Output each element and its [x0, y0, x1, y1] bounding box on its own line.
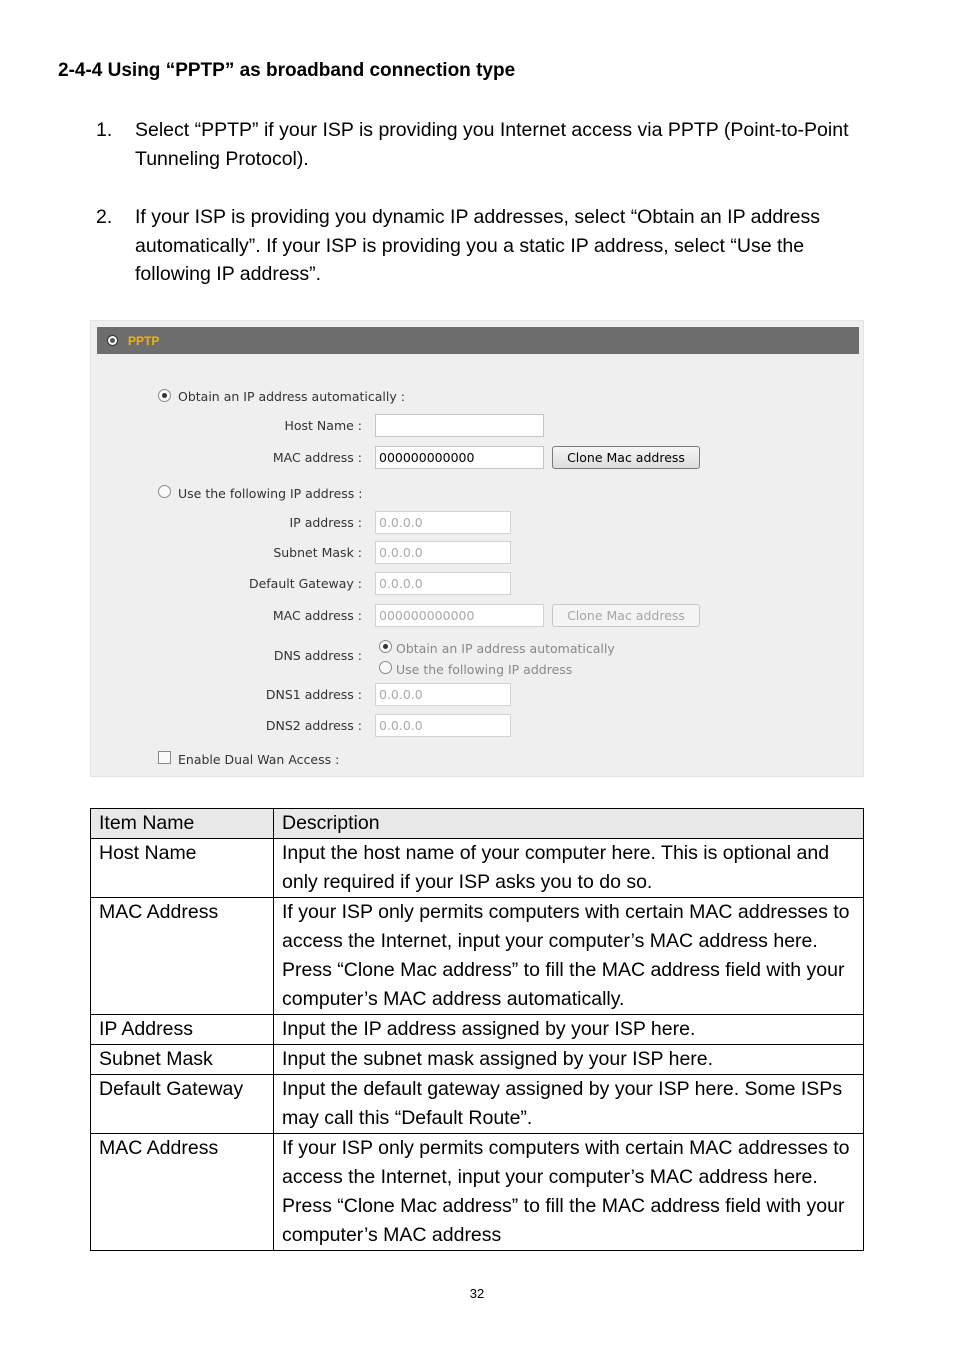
item-name-cell: Subnet Mask	[91, 1045, 274, 1075]
table-header-row	[91, 809, 864, 839]
use-following-radio[interactable]	[158, 485, 171, 498]
item-name-cell: Host Name	[91, 839, 274, 898]
dual-wan-label: Enable Dual Wan Access :	[178, 752, 340, 767]
description-cell: If your ISP only permits computers with certain MAC addresses to access the Internet, input your computer’s MAC address here. Press “Clone Mac address” to fill the MAC address field with your computer’s MAC address	[274, 1134, 864, 1251]
step-text: Select “PPTP” if your ISP is providing you Internet access via PPTP (Point-to-Point Tunneling Protocol).	[135, 119, 849, 170]
step-number: 1.	[96, 119, 113, 141]
mac-address-2-label: MAC address :	[272, 608, 362, 623]
table-row	[91, 1045, 864, 1075]
mac-address-input[interactable]: 000000000000	[375, 446, 544, 469]
dns-address-label: DNS address :	[273, 648, 362, 663]
description-cell: If your ISP only permits computers with certain MAC addresses to access the Internet, input your computer’s MAC address here. Press “Clone Mac address” to fill the MAC address field with your computer’s MAC address automatically.	[274, 898, 864, 1015]
table-row	[91, 898, 864, 1015]
subnet-mask-label: Subnet Mask :	[273, 545, 362, 560]
pptp-radio-icon[interactable]	[107, 335, 118, 346]
dns-manual-radio[interactable]	[379, 661, 392, 674]
pptp-title: PPTP	[128, 334, 160, 348]
obtain-auto-radio[interactable]	[158, 389, 171, 402]
dual-wan-checkbox[interactable]	[158, 751, 171, 764]
pptp-settings-screenshot	[90, 320, 864, 777]
item-description-table	[90, 808, 864, 1251]
clone-mac-button[interactable]: Clone Mac address	[552, 446, 700, 469]
description-cell: Input the subnet mask assigned by your ISP here.	[274, 1045, 864, 1075]
clone-mac-button-2[interactable]: Clone Mac address	[552, 604, 700, 627]
dns1-address-label: DNS1 address :	[265, 687, 362, 702]
item-name-cell: IP Address	[91, 1015, 274, 1045]
description-cell: Input the default gateway assigned by your ISP here. Some ISPs may call this “Default Route”.	[274, 1075, 864, 1134]
description-cell: Input the host name of your computer here. This is optional and only required if your ISP asks you to do so.	[274, 839, 864, 898]
subnet-mask-input[interactable]: 0.0.0.0	[375, 541, 511, 564]
ip-address-input[interactable]: 0.0.0.0	[375, 511, 511, 534]
host-name-input[interactable]	[375, 414, 544, 437]
table-row	[91, 839, 864, 898]
host-name-label: Host Name :	[284, 418, 362, 433]
dns-auto-radio[interactable]	[379, 640, 392, 653]
item-name-cell: MAC Address	[91, 1134, 274, 1251]
obtain-auto-label: Obtain an IP address automatically :	[178, 389, 405, 404]
default-gateway-label: Default Gateway :	[248, 576, 362, 591]
header-description: Description	[274, 809, 864, 839]
dns1-address-input[interactable]: 0.0.0.0	[375, 683, 511, 706]
dns2-address-label: DNS2 address :	[265, 718, 362, 733]
item-name-cell: MAC Address	[91, 898, 274, 1015]
step-text: If your ISP is providing you dynamic IP addresses, select “Obtain an IP address automatically”. If your ISP is providing you a static IP address, select “Use the following IP address”.	[135, 206, 821, 285]
dns-manual-label: Use the following IP address	[396, 662, 573, 677]
table-row	[91, 1075, 864, 1134]
ip-address-label: IP address :	[289, 515, 362, 530]
mac-address-label: MAC address :	[272, 450, 362, 465]
description-cell: Input the IP address assigned by your ISP here.	[274, 1015, 864, 1045]
step-number: 2.	[96, 206, 113, 228]
use-following-label: Use the following IP address :	[178, 486, 363, 501]
table-row	[91, 1134, 864, 1251]
item-name-cell: Default Gateway	[91, 1075, 274, 1134]
page-number: 32	[469, 1286, 485, 1301]
section-heading: 2-4-4 Using “PPTP” as broadband connection type	[58, 60, 516, 81]
pptp-title-bar	[97, 327, 859, 354]
default-gateway-input[interactable]: 0.0.0.0	[375, 572, 511, 595]
dns-auto-label: Obtain an IP address automatically	[396, 641, 615, 656]
mac-address-2-input[interactable]: 000000000000	[375, 604, 544, 627]
dns2-address-input[interactable]: 0.0.0.0	[375, 714, 511, 737]
table-row	[91, 1015, 864, 1045]
header-item-name: Item Name	[91, 809, 274, 839]
